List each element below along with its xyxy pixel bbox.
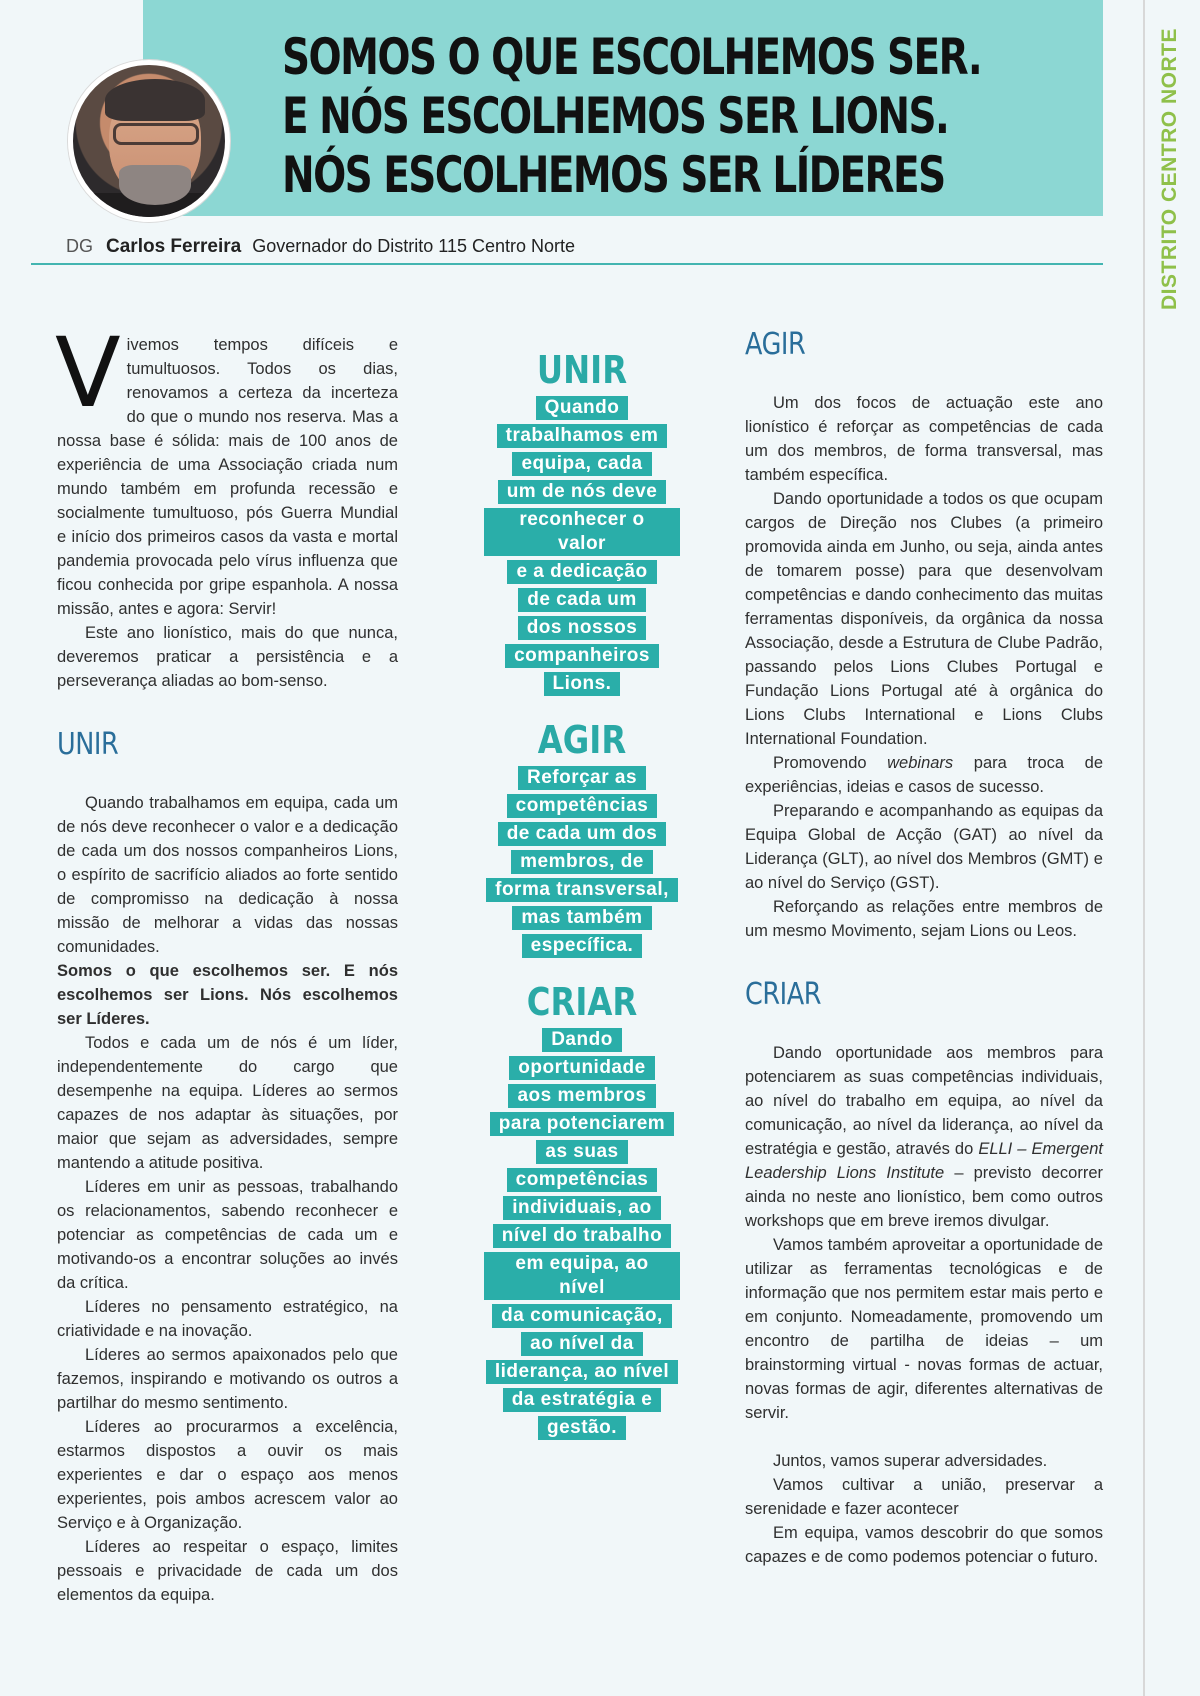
headline bbox=[282, 28, 982, 205]
unir-paragraph: Líderes ao procurarmos a excelência, estarmos dispostos a ouvir os mais experientes e dar o espaço aos menos experientes, pois ambos acrescem valor ao Serviço e à Organização. bbox=[57, 1418, 398, 1532]
pull-quote-line: de cada um bbox=[518, 588, 646, 612]
section-heading-unir: UNIR bbox=[57, 727, 119, 762]
pull-quote-line: da estratégia e bbox=[503, 1388, 662, 1412]
section-heading-agir: AGIR bbox=[745, 327, 806, 362]
criar-paragraph: Dando oportunidade aos membros para potenciarem as suas competências individuais, ao nível do trabalho em equipa, ao nível da comunicação, ao nível da liderança, ao nível da estratégia e gestão, através do ELLI – Emergent Leadership Lions Institute – previsto decorrer ainda no neste ano lionístico, bem como outros workshops que em breve iremos divulgar. bbox=[745, 1044, 1103, 1230]
pull-quote-line: Reforçar as bbox=[518, 766, 646, 790]
pull-quote-line: membros, de bbox=[511, 850, 653, 874]
unir-paragraph: Líderes no pensamento estratégico, na criatividade e na inovação. bbox=[57, 1298, 398, 1340]
pull-quote-agir bbox=[484, 718, 680, 958]
agir-paragraph: Preparando e acompanhando as equipas da Equipa Global de Acção (GAT) ao nível da Liderança (GLT), ao nível dos Membros (GMT) e ao nível do Serviço (GST). bbox=[745, 802, 1103, 892]
criar-paragraph: Vamos também aproveitar a oportunidade de utilizar as ferramentas tecnológicas e de informação que nos permitem estar mais perto e em conjunto. Nomeadamente, promovendo um encontro de partilha de ideias – um brainstorming virtual - novas formas de actuar, novas formas de agir, diferentes alternativas de servir. bbox=[745, 1236, 1103, 1422]
unir-paragraph: Líderes ao respeitar o espaço, limites pessoais e privacidade de cada um dos elementos da equipa. bbox=[57, 1538, 398, 1604]
intro-paragraph: Vivemos tempos difíceis e tumultuosos. Todos os dias, renovamos a certeza da incerteza do que o mundo nos reserva. Mas a nossa base é sólida: mais de 100 anos de experiência de uma Associação criada num mundo também em profunda recessão e socialmente tumultuoso, pós Guerra Mundial e início dos primeiros casos da vasta e mortal pandemia provocada pelo vírus influenza que ficou conhecida por gripe espanhola. A nossa missão, antes e agora: Servir! bbox=[55, 317, 398, 618]
headline-line: SOMOS O QUE ESCOLHEMOS SER. bbox=[282, 28, 982, 86]
pull-quote-title: UNIR bbox=[536, 348, 628, 392]
pull-quote-line: mas também bbox=[512, 906, 651, 930]
pull-quote-column bbox=[484, 348, 680, 1462]
byline-prefix: DG bbox=[66, 236, 93, 256]
pull-quote-line: ao nível da bbox=[521, 1332, 643, 1356]
left-column bbox=[55, 317, 398, 1607]
unir-paragraph: Líderes em unir as pessoas, trabalhando os relacionamentos, sabendo reconhecer e potenciar as competências de cada um e motivando-os a encontrar soluções ao invés da crítica. bbox=[57, 1178, 398, 1292]
byline bbox=[66, 236, 575, 258]
pull-quote-line: liderança, ao nível bbox=[486, 1360, 678, 1384]
pull-quote-line: para potenciarem bbox=[490, 1112, 674, 1136]
headline-line: E NÓS ESCOLHEMOS SER LIONS. bbox=[282, 87, 949, 145]
unir-paragraph: Quando trabalhamos em equipa, cada um de nós deve reconhecer o valor e a dedicação de cada um dos nossos companheiros Lions, o espírito de sacrifício aliados ao forte sentido de compromisso na dedicação à nossa missão de melhorar a vidas das nossas comunidades. bbox=[57, 794, 398, 956]
pull-quote-line: trabalhamos em bbox=[497, 424, 668, 448]
closing-line: Vamos cultivar a união, preservar a serenidade e fazer acontecer bbox=[745, 1476, 1103, 1518]
pull-quote-line: reconhecer o valor bbox=[484, 508, 680, 556]
pull-quote-line: nível do trabalho bbox=[493, 1224, 672, 1248]
pull-quote-line: competências bbox=[507, 794, 658, 818]
pull-quote-line: da comunicação, bbox=[492, 1304, 672, 1328]
pull-quote-line: Quando bbox=[536, 396, 629, 420]
unir-paragraph: Líderes ao sermos apaixonados pelo que fazemos, inspirando e motivando os outros a partilhar do mesmo sentimento. bbox=[57, 1346, 398, 1412]
headline-line: NÓS ESCOLHEMOS SER LÍDERES bbox=[282, 146, 945, 204]
drop-cap: V bbox=[55, 317, 121, 429]
closing-line: Em equipa, vamos descobrir do que somos capazes e de como podemos potenciar o futuro. bbox=[745, 1524, 1103, 1566]
pull-quote-line: aos membros bbox=[508, 1084, 655, 1108]
pull-quote-line: companheiros bbox=[505, 644, 659, 668]
pull-quote-criar bbox=[484, 980, 680, 1440]
agir-paragraph: Reforçando as relações entre membros de um mesmo Movimento, sejam Lions ou Leos. bbox=[745, 898, 1103, 940]
pull-quote-line: oportunidade bbox=[509, 1056, 654, 1080]
pull-quote-line: um de nós deve bbox=[498, 480, 667, 504]
agir-paragraph: Um dos focos de actuação este ano lionístico é reforçar as competências de cada um dos membros, de forma transversal, mas também específica. bbox=[745, 394, 1103, 484]
pull-quote-line: Dando bbox=[542, 1028, 622, 1052]
pull-quote-unir bbox=[484, 348, 680, 696]
section-heading-criar: CRIAR bbox=[745, 977, 822, 1012]
author-photo bbox=[68, 60, 230, 222]
pull-quote-title: CRIAR bbox=[526, 980, 638, 1024]
pull-quote-line: forma transversal, bbox=[486, 878, 678, 902]
side-divider bbox=[1143, 0, 1145, 1696]
pull-quote-line: individuais, ao bbox=[503, 1196, 660, 1220]
pull-quote-line: gestão. bbox=[538, 1416, 626, 1440]
pull-quote-line: competências bbox=[507, 1168, 658, 1192]
intro-paragraph-2: Este ano lionístico, mais do que nunca, deveremos praticar a persistência e a perseverança aliadas ao bom-senso. bbox=[57, 624, 398, 690]
pull-quote-title: AGIR bbox=[537, 718, 627, 762]
agir-paragraph: Dando oportunidade a todos os que ocupam cargos de Direção nos Clubes (a primeiro promovida ainda em Junho, ou seja, ainda antes de tomarem posse) para que desenvolvam competências e dando conhecimento das muitas ferramentas disponíveis, da orgânica da nossa Associação, desde a Estrutura de Clube Padrão, passando pelos Lions Clubes Portugal e Fundação Lions Portugal até à orgânica do Lions Clubs International e Lions Clubs International Foundation. bbox=[745, 490, 1103, 748]
author-name: Carlos Ferreira bbox=[106, 236, 242, 257]
pull-quote-line: equipa, cada bbox=[512, 452, 651, 476]
pull-quote-line: e a dedicação bbox=[507, 560, 656, 584]
unir-bold-statement: Somos o que escolhemos ser. E nós escolhemos ser Lions. Nós escolhemos ser Líderes. bbox=[57, 962, 398, 1028]
pull-quote-line: específica. bbox=[522, 934, 643, 958]
right-column bbox=[745, 327, 1103, 1569]
unir-paragraph: Todos e cada um de nós é um líder, independentemente do cargo que desempenhe na equipa. Líderes ao sermos capazes de nos adaptar às situações, por maior que sejam as adversidades, sempre mantendo a atitude positiva. bbox=[57, 1034, 398, 1172]
pull-quote-line: dos nossos bbox=[518, 616, 647, 640]
pull-quote-line: de cada um dos bbox=[498, 822, 667, 846]
agir-paragraph: Promovendo webinars para troca de experiências, ideias e casos de sucesso. bbox=[745, 754, 1103, 796]
district-side-label: DISTRITO CENTRO NORTE bbox=[1158, 28, 1181, 310]
pull-quote-line: as suas bbox=[536, 1140, 627, 1164]
closing-line: Juntos, vamos superar adversidades. bbox=[773, 1452, 1048, 1470]
pull-quote-line: em equipa, ao nível bbox=[484, 1252, 680, 1300]
byline-rule bbox=[31, 263, 1103, 265]
pull-quote-line: Lions. bbox=[544, 672, 621, 696]
author-role: Governador do Distrito 115 Centro Norte bbox=[252, 236, 576, 256]
